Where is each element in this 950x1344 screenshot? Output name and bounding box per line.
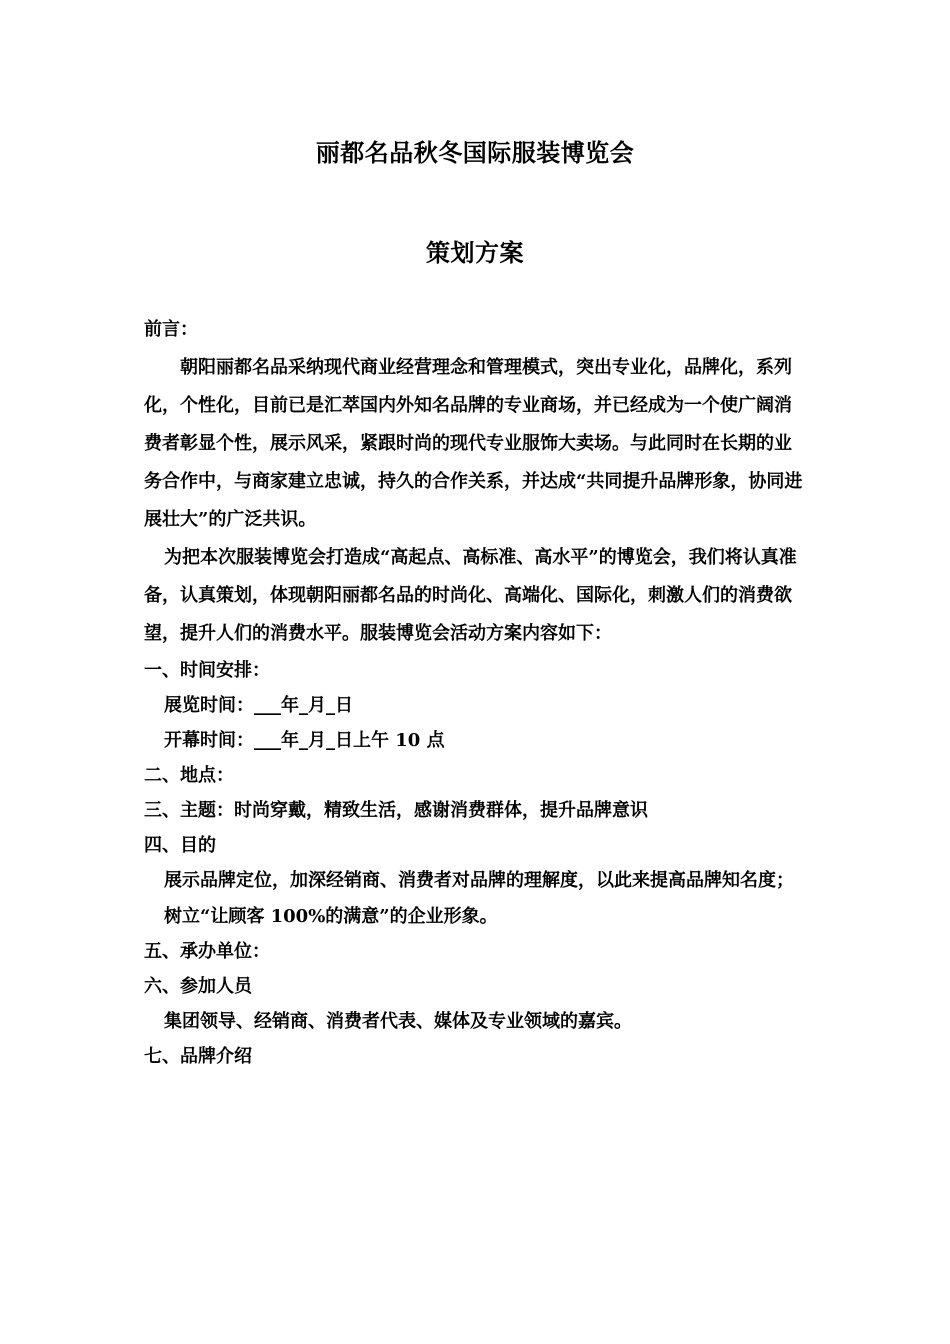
- preface-paragraph-1: 朝阳丽都名品采纳现代商业经营理念和管理模式，突出专业化，品牌化，系列化，个性化，目前已是汇萃国内外知名品牌的专业商场，并已经成为一个使广阔消费者彰显个性，展示风采，紧跟时尚的现代专业服饰大卖场。与此同时在长期的业务合作中，与商家建立忠诚，持久的合作关系，并达成“共同提升品牌形象，协同进展壮大”的广泛共识。: [144, 357, 803, 530]
- section-2-heading: 二、地点：: [144, 765, 234, 786]
- participants-paragraph: 集团领导、经销商、消费者代表、媒体及专业领域的嘉宾。: [164, 1011, 632, 1032]
- document-subtitle: 策划方案: [426, 238, 524, 267]
- section-1-heading: 一、时间安排：: [144, 660, 270, 681]
- purpose-paragraph-2: 树立“让顾客 100%的满意”的企业形象。: [164, 906, 498, 927]
- section-5-heading: 五、承办单位：: [144, 941, 270, 962]
- exhibition-time: 展览时间：___年_月_日: [164, 695, 353, 716]
- section-7-heading: 七、品牌介绍: [144, 1046, 252, 1067]
- purpose-paragraph-1: 展示品牌定位，加深经销商、消费者对品牌的理解度，以此来提高品牌知名度；: [164, 870, 794, 891]
- preface-label: 前言：: [144, 319, 198, 340]
- document-title: 丽都名品秋冬国际服装博览会: [315, 138, 635, 167]
- section-4-heading: 四、目的: [144, 835, 216, 856]
- section-6-heading: 六、参加人员: [144, 976, 252, 997]
- section-3-heading: 三、主题：时尚穿戴，精致生活，感谢消费群体，提升品牌意识: [144, 800, 648, 821]
- document-body: [144, 311, 808, 1074]
- opening-time: 开幕时间：___年_月_日上午 10 点: [164, 730, 445, 751]
- preface-paragraph-2: 为把本次服装博览会打造成“高起点、高标准、高水平”的博览会，我们将认真准备，认真策划，体现朝阳丽都名品的时尚化、高端化、国际化，刺激人们的消费欲望，提升人们的消费水平。服装博览会活动方案内容如下：: [144, 547, 797, 644]
